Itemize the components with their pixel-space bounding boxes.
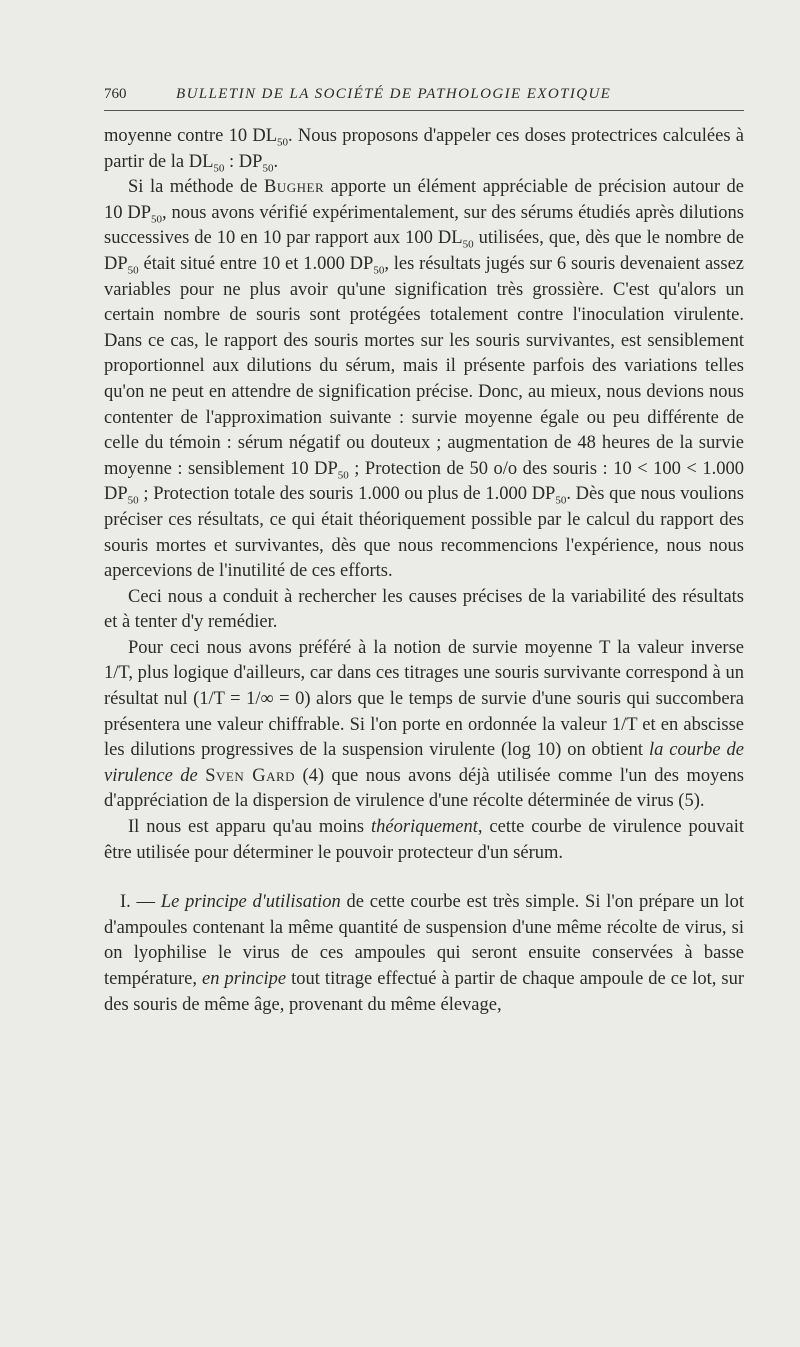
paragraph-bugher-method: Si la méthode de Bugher apporte un élément appréciable de précision autour de 10 $DP_{50}$, nous avons vérifié expérimentalement, sur des sérums étudiés après dilutions successives de 10 en 10 par rapport aux 100 $DL_{50}$ utilisées, que, dès que le nombre de $DP_{50}$ était situé entre 10 et 1.000 $DP_{50}$, les résultats jugés sur 6 souris devenaient assez variables pour ne plus avoir qu'une signification très grossière. C'est qu'alors un certain nombre de souris sont protégées totalement contre l'inoculation virulente. Dans ce cas, le rapport des souris mortes sur les souris survivantes, est sensiblement proportionnel aux dilutions du sérum, mais il présente parfois des variations telles qu'on ne peut en attendre de signification précise. Donc, au mieux, nous devions nous contenter de l'approximation suivante : survie moyenne égale ou peu différente de celle du témoin : sérum négatif ou douteux ; augmentation de 48 heures de la survie moyenne : sensiblement 10 $DP_{50}$ ; Protection de 50 o/o des souris : 10 < 100 < 1.000 $DP_{50}$ ; Protection totale des souris 1.000 ou plus de 1.000 $DP_{50}$. Dès que nous voulions préciser ces résultats, ce qui était théoriquement possible par le calcul du rapport des souris mortes et survivantes, dès que nous recommencions l'expérience, nous nous apercevions de l'inutilité de ces efforts.: [104, 177, 744, 582]
paragraph-virulence-curve: Il nous est apparu qu'au moins théoriquement, cette courbe de virulence pouvait être utilisée pour déterminer le pouvoir protecteur d'un sérum.: [104, 817, 744, 863]
article-body: [104, 124, 744, 1018]
header-rule: [104, 110, 744, 111]
author-name: Bugher: [264, 177, 325, 198]
paragraph-inverse-survival: Pour ceci nous avons préféré à la notion de survie moyenne T la valeur inverse 1/T, plus logique d'ailleurs, car dans ces titrages une souris survivante correspond à un résultat nul (1/T = 1/∞ = 0) alors que le temps de survie d'une souris qui succombera présentera une valeur chiffrable. Si l'on porte en ordonnée la valeur 1/T et en abscisse les dilutions progressives de la suspension virulente (log 10) on obtient la courbe de virulence de Sven Gard (4) que nous avons déjà utilisée comme l'un des moyens d'appréciation de la dispersion de virulence d'une récolte déterminée de virus (5).: [104, 637, 744, 812]
paragraph-variability: Ceci nous a conduit à rechercher les causes précises de la variabilité des résultats et à tenter d'y remédier.: [104, 586, 744, 633]
running-header: [104, 82, 744, 106]
paragraph-continuation: moyenne contre 10 $DL_{50}$. Nous proposons d'appeler ces doses protectrices calculées à partir de la $DL_{50}$ : $DP_{50}$.: [104, 126, 744, 175]
author-name: Sven Gard: [205, 765, 296, 786]
page-number: 760: [104, 86, 127, 102]
journal-title: BULLETIN DE LA SOCIÉTÉ DE PATHOLOGIE EXOTIQUE: [176, 86, 612, 102]
section-principle: I. — Le principe d'utilisation de cette courbe est très simple. Si l'on prépare un lot d'ampoules contenant la même quantité de suspension d'une même récolte de virus, si on lyophilise le virus de ces ampoules qui seront ensuite conservées à basse température, en principe tout titrage effectué à partir de chaque ampoule de ce lot, sur des souris de même âge, provenant du même élevage,: [104, 892, 744, 1015]
